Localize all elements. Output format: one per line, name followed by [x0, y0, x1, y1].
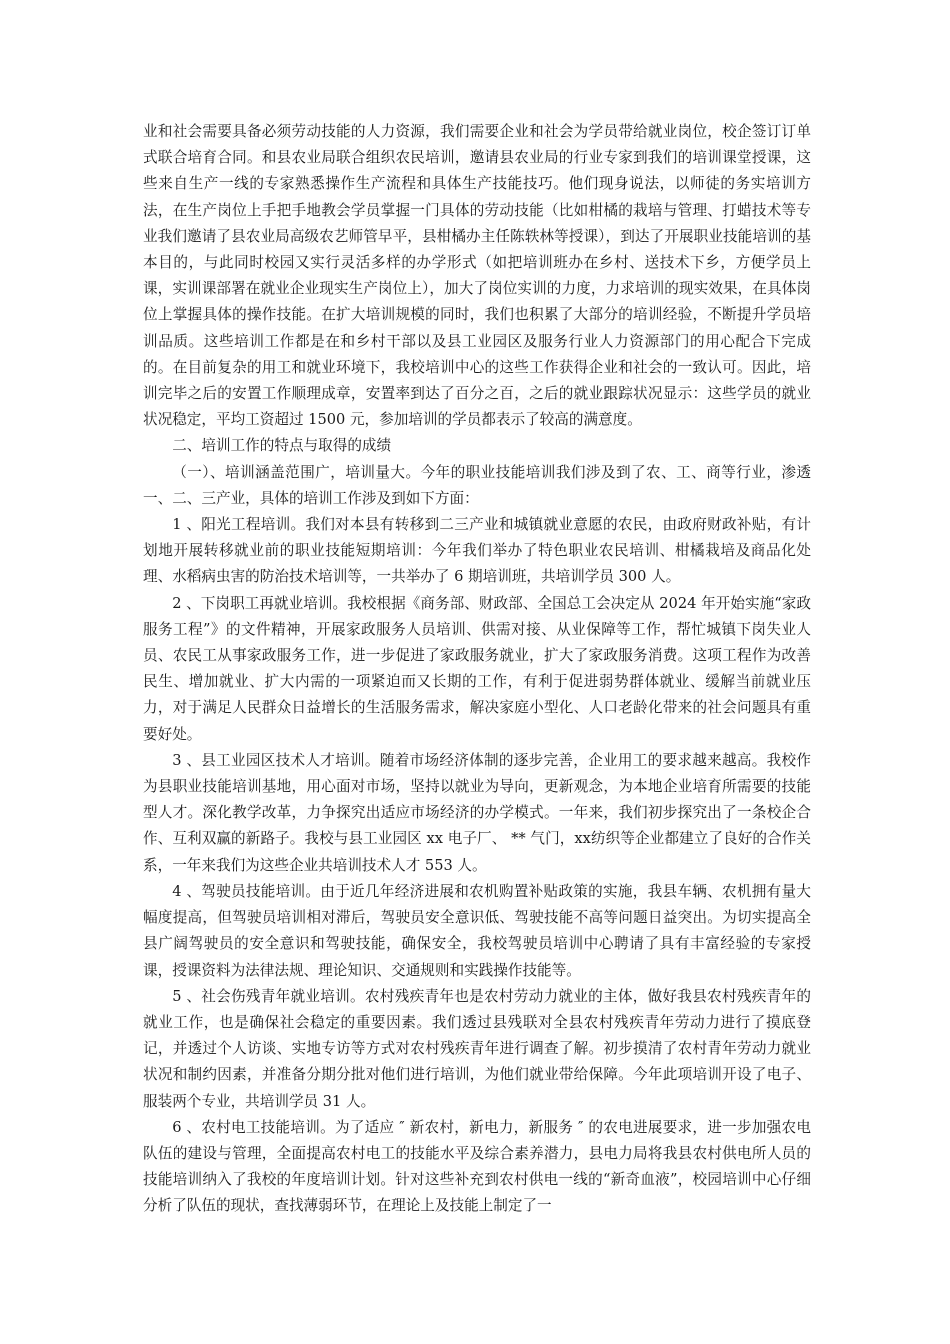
paragraph-continuation: 业和社会需要具备必须劳动技能的人力资源，我们需要企业和社会为学员带给就业岗位，校企签订订单式联合培育合同。和县农业局联合组织农民培训，邀请县农业局的行业专家到我们的培训课堂授课，这些来自生产一线的专家熟悉操作生产流程和具体生产技能技巧。他们现身说法，以师徒的务实培训方法，在生产岗位上手把手地教会学员掌握一门具体的劳动技能（比如柑橘的栽培与管理、打蜡技术等专业我们邀请了县农业局高级农艺师管早平，县柑橘办主任陈轶林等授课），到达了开展职业技能培训的基本目的，与此同时校园又实行灵活多样的办学形式（如把培训班办在乡村、送技术下乡，方便学员上课，实训课部署在就业企业现实生产岗位上），加大了岗位实训的力度，力求培训的现实效果，在具体岗位上掌握具体的操作技能。在扩大培训规模的同时，我们也积累了大部分的培训经验，不断提升学员培训品质。这些培训工作都是在和乡村干部以及县工业园区及服务行业人力资源部门的用心配合下完成的。在目前复杂的用工和就业环境下，我校培训中心的这些工作获得企业和社会的一致认可。因此，培训完毕之后的安置工作顺理成章，安置率到达了百分之百，之后的就业跟踪状况显示：这些学员的就业状况稳定，平均工资超过 1500 元，参加培训的学员都表示了较高的满意度。 [143, 123, 811, 429]
document-body [143, 119, 811, 1220]
item-reemployment: 2 、下岗职工再就业培训。我校根据《商务部、财政部、全国总工会决定从 2024 年开始实施“家政服务工程”》的文件精神，开展家政服务人员培训、供需对接、从业保障等工作，帮忙城镇下岗失业人员、农民工从事家政服务工作，进一步促进了家政服务就业，扩大了家政服务消费。这项工程作为改善民生、增加就业、扩大内需的一项紧迫而又长期的工作，有利于促进弱势群体就业、缓解当前就业压力，对于满足人民群众日益增长的生活服务需求，解决家庭小型化、人口老龄化带来的社会问题具有重要好处。 [143, 594, 811, 743]
subsection-heading: （一）、培训涵盖范围广，培训量大。今年的职业技能培训我们涉及到了农、工、商等行业，渗透一、二、三产业，具体的培训工作涉及到如下方面： [143, 463, 811, 507]
item-rural-electrician: 6 、农村电工技能培训。为了适应 ″ 新农村，新电力，新服务 ″ 的农电进展要求，进一步加强农电队伍的建设与管理，全面提高农村电工的技能水平及综合素养潜力，县电力局将我县农村供电所人员的技能培训纳入了我校的年度培训计划。针对这些补充到农村供电一线的“新奇血液”，校园培训中心仔细分析了队伍的现状，查找薄弱环节，在理论上及技能上制定了一 [143, 1118, 811, 1215]
section-heading: 二、培训工作的特点与取得的成绩 [172, 437, 392, 455]
item-sunshine-project: 1 、阳光工程培训。我们对本县有转移到二三产业和城镇就业意愿的农民，由政府财政补贴，有计划地开展转移就业前的职业技能短期培训：今年我们举办了特色职业农民培训、柑橘栽培及商品化处理、水稻病虫害的防治技术培训等，一共举办了 6 期培训班，共培训学员 300 人。 [143, 516, 811, 586]
item-industrial-park: 3 、县工业园区技术人才培训。随着市场经济体制的逐步完善，企业用工的要求越来越高。我校作为县职业技能培训基地，用心面对市场，坚持以就业为导向，更新观念，为本地企业培育所需要的技能型人才。深化教学改革，力争探究出适应市场经济的办学模式。一年来，我们初步探究出了一条校企合作、互利双赢的新路子。我校与县工业园区 xx 电子厂、 ** 气门，xx纺织等企业都建立了良好的合作关系，一年来我们为这些企业共培训技术人才 553 人。 [143, 751, 811, 874]
item-driver-training: 4 、驾驶员技能培训。由于近几年经济进展和农机购置补贴政策的实施，我县车辆、农机拥有量大幅度提高，但驾驶员培训相对滞后，驾驶员安全意识低、驾驶技能不高等问题日益突出。为切实提高全县广阔驾驶员的安全意识和驾驶技能，确保安全，我校驾驶员培训中心聘请了具有丰富经验的专家授课，授课资料为法律法规、理论知识、交通规则和实践操作技能等。 [143, 882, 811, 979]
item-disabled-youth: 5 、社会伤残青年就业培训。农村残疾青年也是农村劳动力就业的主体，做好我县农村残疾青年的就业工作，也是确保社会稳定的重要因素。我们透过县残联对全县农村残疾青年劳动力进行了摸底登记，并透过个人访谈、实地专访等方式对农村残疾青年进行调查了解。初步摸清了农村青年劳动力就业状况和制约因素，并准备分期分批对他们进行培训，为他们就业带给保障。今年此项培训开设了电子、服装两个专业，共培训学员 31 人。 [143, 987, 811, 1110]
